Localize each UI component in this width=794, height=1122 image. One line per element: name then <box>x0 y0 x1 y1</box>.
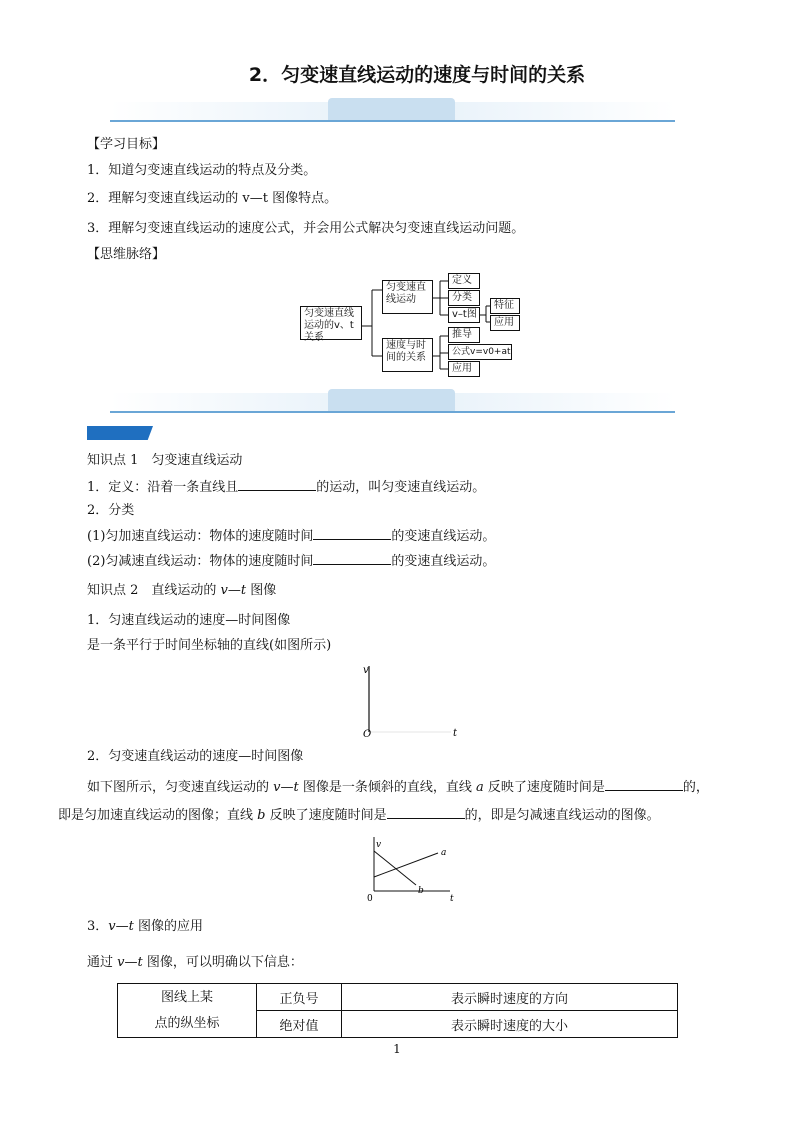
s2-l1-post: 的， <box>682 780 709 795</box>
mindmap-item-definition: 定义 <box>448 273 480 289</box>
s3-desc-var: v—t <box>117 955 143 970</box>
kp1-definition <box>87 478 485 497</box>
s2-l1-mid2: 反映了速度随时间是 <box>483 780 605 795</box>
s2-l2-post: 的，即是匀减速直线运动的图像。 <box>464 808 660 823</box>
table-cell-key: 绝对值 <box>257 1011 342 1038</box>
kp1-def-post: 的运动，叫匀变速直线运动。 <box>316 480 486 495</box>
s2-l1-mid: 图像是一条倾斜的直线，直线 <box>298 780 476 795</box>
row-head-line2: 点的纵坐标 <box>154 1015 220 1031</box>
blank-increase[interactable] <box>605 778 683 791</box>
mindmap-item-derivation: 推导 <box>448 327 480 343</box>
graph1-v-label: v <box>363 665 369 676</box>
kp2-s1-desc: 是一条平行于时间坐标轴的直线(如图所示) <box>87 638 332 653</box>
table-cell-value: 表示瞬时速度的方向 <box>342 984 678 1011</box>
table-row-header <box>118 984 257 1038</box>
mindmap-branch-motion: 匀变速直线运动 <box>382 280 433 314</box>
mindmap-root: 匀变速直线运动的v、t关系 <box>300 306 362 340</box>
kp1-acc-post: 的变速直线运动。 <box>391 529 496 544</box>
kp1-deceleration <box>87 552 495 571</box>
blank-acc[interactable] <box>313 527 391 540</box>
section-band-middle <box>110 389 675 415</box>
s3-desc-pre: 通过 <box>87 955 118 970</box>
section-flag <box>87 426 153 440</box>
mindmap-item-application: 应用 <box>448 361 480 377</box>
s2-l2-b: b <box>257 808 266 823</box>
s3-pre: 3． <box>87 919 109 934</box>
kp1-acc-pre: (1)匀加速直线运动：物体的速度随时间 <box>87 529 314 544</box>
kp2-s3 <box>87 918 203 936</box>
graph2-origin-label: 0 <box>367 894 373 904</box>
mindmap-item-formula: 公式v=v0+at <box>448 344 512 360</box>
graph2-t-label: t <box>450 894 454 904</box>
goals-header: 【学习目标】 <box>87 137 166 152</box>
variable-motion-graph <box>362 833 462 905</box>
kp2-s1: 1．匀速直线运动的速度—时间图像 <box>87 613 291 628</box>
goal-1: 1．知道匀变速直线运动的特点及分类。 <box>87 163 317 178</box>
mindmap-branch-relation: 速度与时间的关系 <box>382 338 433 372</box>
mindmap-header: 【思维脉络】 <box>87 247 166 262</box>
mind-map <box>298 270 528 375</box>
section-band-top <box>110 98 675 124</box>
blank-decrease[interactable] <box>387 806 465 819</box>
kp2-s2: 2．匀变速直线运动的速度—时间图像 <box>87 749 304 764</box>
graph2-b-label: b <box>418 886 424 896</box>
kp1-dec-pre: (2)匀减速直线运动：物体的速度随时间 <box>87 554 314 569</box>
mindmap-item-classification: 分类 <box>448 290 480 306</box>
s2-l2-mid: 反映了速度随时间是 <box>265 808 387 823</box>
uniform-motion-graph <box>355 660 465 742</box>
kp1-title: 知识点 1 匀变速直线运动 <box>87 453 243 468</box>
s3-var: v—t <box>108 919 134 934</box>
kp2-s2-line1 <box>87 778 709 797</box>
kp1-def-pre: 1．定义：沿着一条直线且 <box>87 480 239 495</box>
table-cell-value: 表示瞬时速度的大小 <box>342 1011 678 1038</box>
graph2-a-label: a <box>441 848 447 858</box>
s2-l1-var: v—t <box>273 780 299 795</box>
mindmap-item-vt-application: 应用 <box>490 315 520 331</box>
graph2-line-b <box>374 851 416 885</box>
table-row <box>118 984 678 1011</box>
row-head-line1: 图线上某 <box>160 989 213 1005</box>
graph2-line-a <box>374 853 438 877</box>
vt-info-table <box>117 983 678 1038</box>
blank-uniform-change[interactable] <box>238 478 316 491</box>
kp2-s2-line2 <box>58 806 660 825</box>
graph2-v-label: v <box>376 840 382 850</box>
graph1-t-label: t <box>453 728 458 739</box>
s2-l1-pre: 如下图所示，匀变速直线运动的 <box>87 780 274 795</box>
kp2-title-pre: 知识点 2 直线运动的 <box>87 583 221 598</box>
kp1-acceleration <box>87 527 495 546</box>
kp2-title-post: 图像 <box>246 583 277 598</box>
goal-3: 3．理解匀变速直线运动的速度公式，并会用公式解决匀变速直线运动问题。 <box>87 221 525 236</box>
kp2-title-var: v—t <box>220 583 247 598</box>
mindmap-item-feature: 特征 <box>490 298 520 314</box>
kp1-classification: 2．分类 <box>87 503 135 518</box>
s3-post: 图像的应用 <box>133 919 203 934</box>
s3-desc-post: 图像，可以明确以下信息： <box>142 955 303 970</box>
s2-l2-pre: 即是匀加速直线运动的图像；直线 <box>58 808 258 823</box>
graph1-origin-label: O <box>363 729 372 740</box>
kp2-s3-desc <box>87 954 303 972</box>
page-title: 2．匀变速直线运动的速度与时间的关系 <box>248 64 586 86</box>
kp1-dec-post: 的变速直线运动。 <box>391 554 496 569</box>
mindmap-item-vt-graph: v–t图 <box>448 307 480 323</box>
table-cell-key: 正负号 <box>257 984 342 1011</box>
kp2-title <box>87 582 276 600</box>
blank-dec[interactable] <box>313 552 391 565</box>
page-number: 1 <box>393 1042 401 1056</box>
s2-l1-a: a <box>475 780 484 795</box>
goal-2: 2．理解匀变速直线运动的 v—t 图像特点。 <box>87 191 338 206</box>
